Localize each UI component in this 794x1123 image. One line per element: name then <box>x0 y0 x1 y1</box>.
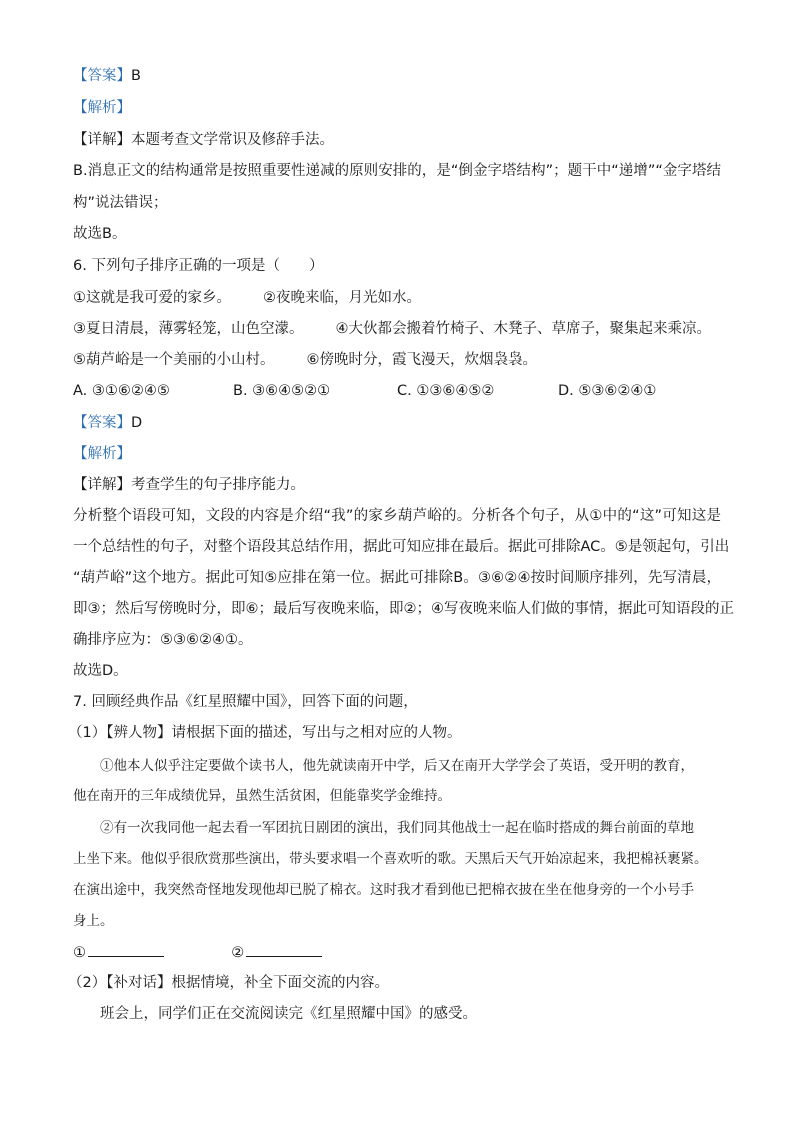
blank-1-label: ① <box>73 945 86 961</box>
q7-desc2-line-1: ②有一次我同他一起去看一军团抗日剧团的演出，我们同其他战士一起在临时搭成的舞台前面的草地 <box>100 820 694 836</box>
analysis-tag: 【解析】 <box>73 446 131 462</box>
detail-tag: 【详解】 <box>73 132 131 148</box>
detail-text: 本题考查文学常识及修辞手法。 <box>131 132 334 148</box>
q6-explain-line-2: 一个总结性的句子，对整个语段其总结作用，据此可知应排在最后。据此可排除AC。⑤是领起句，引出 <box>73 539 730 555</box>
q5-conclusion: 故选B。 <box>73 226 127 242</box>
q6-answer-line <box>73 413 142 433</box>
q6-explain-line-3: “葫芦峪”这个地方。据此可知⑤应排在第一位。据此可排除B。③⑥②④按时间顺序排列，先写清晨， <box>73 570 721 586</box>
option-d: D. ⑤③⑥②④① <box>558 383 657 399</box>
sentence-2: ②夜晚来临，月光如水。 <box>263 290 421 306</box>
q6-sentence-row-3 <box>73 350 537 370</box>
blank-1-input[interactable] <box>88 942 164 957</box>
sentence-4: ④大伙都会搬着竹椅子、木凳子、草席子，聚集起来乘凉。 <box>335 321 711 337</box>
answer-tag: 【答案】 <box>73 415 131 431</box>
sentence-1: ①这就是我可爱的家乡。 <box>73 290 231 306</box>
answer-tag: 【答案】 <box>73 68 131 84</box>
q6-explain-line-1: 分析整个语段可知，文段的内容是介绍“我”的家乡葫芦峪的。分析各个句子，从①中的“这”可知这是 <box>73 508 721 524</box>
q7-desc1-line-2: 他在南开的三年成绩优异，虽然生活贫困，但能靠奖学金维持。 <box>73 788 451 804</box>
option-c: C. ①③⑥④⑤② <box>397 383 495 399</box>
q7-desc2-line-4: 身上。 <box>73 913 114 929</box>
q6-stem: 6. 下列句子排序正确的一项是（ ） <box>73 258 324 274</box>
detail-tag: 【详解】 <box>73 477 131 493</box>
q7-desc2-line-3: 在演出途中，我突然奇怪地发现他却已脱了棉衣。这时我才看到他已把棉衣披在坐在他身旁的一个小号手 <box>73 882 694 898</box>
q6-conclusion: 故选D。 <box>73 663 128 679</box>
q7-desc1-line-1: ①他本人似乎注定要做个读书人，他先就读南开中学，后又在南开大学学会了英语，受开明的教育， <box>100 758 694 774</box>
q5-answer-line <box>73 66 141 86</box>
sentence-3: ③夏日清晨，薄雾轻笼，山色空濛。 <box>73 321 304 337</box>
blank-2-label: ② <box>231 945 245 961</box>
option-a: A. ③①⑥②④⑤ <box>73 383 170 399</box>
q5-explain-line-1: B.消息正文的结构通常是按照重要性递减的原则安排的，是“倒金字塔结构”；题干中“递增”“金字塔结 <box>73 163 721 179</box>
answer-value: B <box>131 68 141 84</box>
q7-part2-label: （2）【补对话】根据情境，补全下面交流的内容。 <box>68 975 389 991</box>
sentence-5: ⑤葫芦峪是一个美丽的小山村。 <box>73 352 275 368</box>
q7-blank-row <box>73 942 322 963</box>
q7-stem: 7. 回顾经典作品《红星照耀中国》，回答下面的问题， <box>73 694 418 710</box>
answer-value: D <box>131 415 143 431</box>
q6-sentence-row-2 <box>73 319 711 339</box>
q6-detail-line <box>73 475 305 495</box>
q7-part1-label: （1）【辨人物】请根据下面的描述，写出与之相对应的人物。 <box>68 725 462 741</box>
blank-2-input[interactable] <box>246 942 322 957</box>
q7-desc2-line-2: 上坐下来。他似乎很欣赏那些演出，带头要求唱一个喜欢听的歌。天黑后天气开始凉起来，我把棉袄裹紧。 <box>73 851 708 867</box>
q5-explain-line-2: 构”说法错误； <box>73 195 168 211</box>
detail-text: 考查学生的句子排序能力。 <box>131 477 305 493</box>
q6-explain-line-4: 即③；然后写傍晚时分，即⑥；最后写夜晚来临，即②；④写夜晚来临人们做的事情，据此可知语段的正 <box>73 601 734 617</box>
q5-detail-line <box>73 130 334 150</box>
q6-sentence-row-1 <box>73 288 421 308</box>
q6-analysis-line <box>73 444 131 464</box>
sentence-6: ⑥傍晚时分，霞飞漫天，炊烟袅袅。 <box>306 352 537 368</box>
option-b: B. ③⑥④⑤②① <box>233 383 331 399</box>
q6-explain-line-5: 确排序应为：⑤③⑥②④①。 <box>73 632 253 648</box>
q7-part2-context: 班会上，同学们正在交流阅读完《红星照耀中国》的感受。 <box>100 1006 477 1022</box>
analysis-tag: 【解析】 <box>73 100 131 116</box>
q5-analysis-line <box>73 98 131 118</box>
